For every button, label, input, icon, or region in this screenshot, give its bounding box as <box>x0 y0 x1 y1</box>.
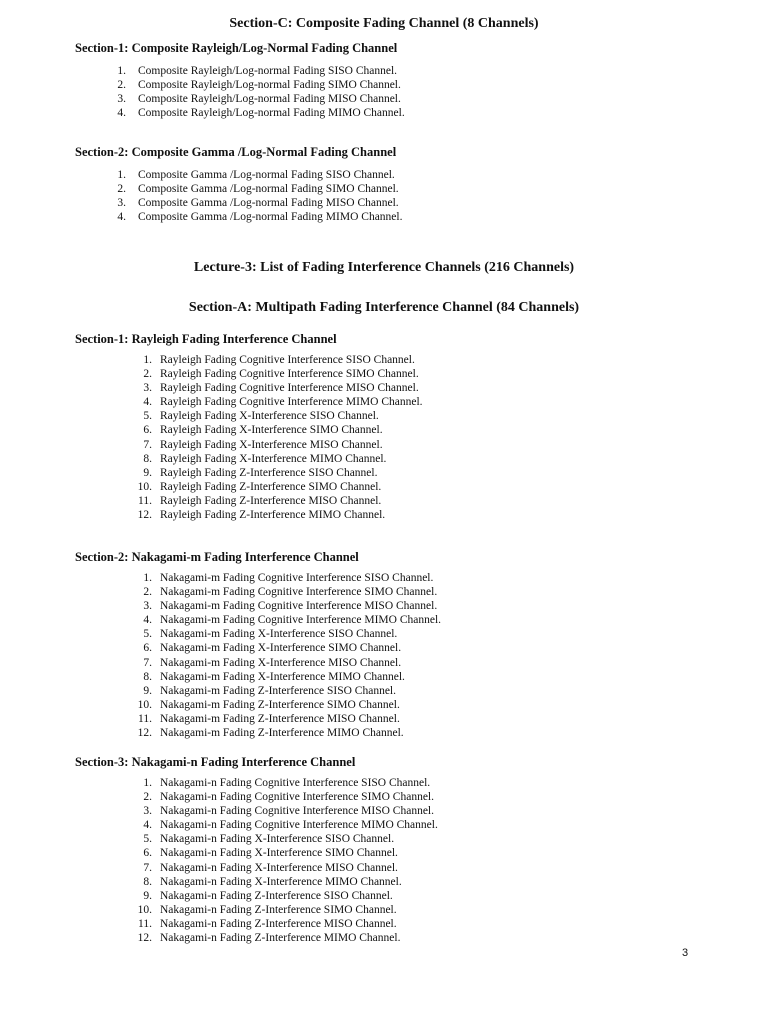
list-item-number: 11. <box>138 917 152 930</box>
section-heading: Section-2: Nakagami-m Fading Interference Channel <box>75 550 359 564</box>
list-item-text: Nakagami-m Fading Z-Interference SIMO Channel. <box>160 698 400 711</box>
list-item <box>143 670 441 684</box>
list-item-text: Nakagami-m Fading Z-Interference MIMO Channel. <box>160 727 404 740</box>
list-item-text: Nakagami-m Fading Cognitive Interference SISO Channel. <box>160 572 434 584</box>
list-item-number: 1. <box>143 354 152 366</box>
list-item-text: Nakagami-m Fading X-Interference MISO Channel. <box>160 656 402 669</box>
numbered-list <box>137 353 423 522</box>
list-item-text: Nakagami-n Fading Cognitive Interference SISO Channel. <box>160 777 431 789</box>
list-item <box>143 818 438 832</box>
list-item <box>137 480 423 494</box>
list-item-text: Rayleigh Fading X-Interference MIMO Channel. <box>160 452 387 465</box>
list-item-number: 10. <box>137 698 152 711</box>
list-item <box>137 508 423 522</box>
list-item-number: 10. <box>137 903 152 916</box>
list-item-text: Nakagami-n Fading Z-Interference MIMO Channel. <box>160 932 401 945</box>
list-item-text: Nakagami-n Fading Cognitive Interference MIMO Channel. <box>160 819 438 832</box>
list-item <box>143 804 438 818</box>
list-item-text: Nakagami-n Fading X-Interference SIMO Channel. <box>160 847 398 860</box>
list-item <box>137 698 441 712</box>
list-item-number: 2. <box>117 79 126 92</box>
list-item-number: 2. <box>117 183 126 196</box>
list-item-text: Nakagami-m Fading Z-Interference SISO Channel. <box>160 684 396 697</box>
numbered-list <box>117 64 405 120</box>
list-item <box>143 367 423 381</box>
list-item <box>143 409 423 423</box>
list-item-number: 11. <box>138 712 152 725</box>
list-item-text: Nakagami-n Fading Cognitive Interference SIMO Channel. <box>160 791 435 804</box>
list-item-number: 10. <box>137 480 152 493</box>
list-item-number: 8. <box>143 452 152 465</box>
section-heading: Section-1: Rayleigh Fading Interference Channel <box>75 332 337 346</box>
list-item-text: Rayleigh Fading X-Interference MISO Channel. <box>160 438 383 451</box>
list-item <box>143 599 441 613</box>
list-item <box>138 712 441 726</box>
list-item-number: 4. <box>143 396 152 409</box>
list-item-number: 2. <box>143 791 152 804</box>
list-item <box>143 832 438 846</box>
list-item <box>117 78 405 92</box>
list-item <box>143 889 438 903</box>
list-item-text: Rayleigh Fading Z-Interference SISO Channel. <box>160 466 378 479</box>
list-item-text: Nakagami-n Fading Z-Interference SIMO Channel. <box>160 903 397 916</box>
list-item-text: Rayleigh Fading X-Interference SISO Channel. <box>160 410 379 423</box>
list-item <box>143 627 441 641</box>
list-item-number: 6. <box>143 424 152 437</box>
list-item <box>143 438 423 452</box>
list-item-number: 9. <box>143 466 152 479</box>
list-item-text: Nakagami-n Fading Cognitive Interference MISO Channel. <box>160 805 435 818</box>
list-item-text: Composite Rayleigh/Log-normal Fading MISO Channel. <box>138 93 401 106</box>
list-item-number: 1. <box>117 169 126 181</box>
list-item <box>143 395 423 409</box>
list-item-number: 3. <box>143 382 152 395</box>
list-item-text: Nakagami-m Fading Z-Interference MISO Channel. <box>160 712 400 725</box>
numbered-list <box>137 571 442 740</box>
list-item-text: Nakagami-m Fading X-Interference SIMO Channel. <box>160 642 402 655</box>
main-heading: Section-C: Composite Fading Channel (8 Channels) <box>229 16 539 31</box>
list-item-text: Nakagami-m Fading X-Interference SISO Channel. <box>160 628 398 641</box>
section-heading: Section-1: Composite Rayleigh/Log-Normal Fading Channel <box>75 41 398 55</box>
list-item-text: Nakagami-n Fading Z-Interference SISO Channel. <box>160 889 393 902</box>
list-item <box>143 776 438 790</box>
list-item-text: Nakagami-m Fading Cognitive Interference SIMO Channel. <box>160 586 438 599</box>
list-item <box>117 182 402 196</box>
list-item-number: 7. <box>143 861 152 874</box>
list-item-number: 2. <box>143 368 152 381</box>
list-item <box>137 903 438 917</box>
list-item <box>143 875 438 889</box>
list-item-text: Composite Rayleigh/Log-normal Fading SISO Channel. <box>138 65 398 77</box>
list-item <box>143 452 423 466</box>
list-item <box>137 726 441 740</box>
list-item-number: 12. <box>137 727 152 740</box>
list-item-number: 5. <box>143 628 152 641</box>
list-item <box>143 684 441 698</box>
list-item-number: 4. <box>143 614 152 627</box>
list-item <box>117 196 402 210</box>
list-item <box>143 641 441 655</box>
list-item-number: 3. <box>117 197 126 210</box>
list-item-number: 3. <box>143 805 152 818</box>
list-item <box>143 656 441 670</box>
list-item-number: 1. <box>143 777 152 789</box>
list-item-text: Nakagami-n Fading X-Interference MISO Channel. <box>160 861 398 874</box>
list-item <box>143 353 423 367</box>
list-item-text: Composite Rayleigh/Log-normal Fading SIMO Channel. <box>138 79 401 92</box>
list-item <box>138 494 423 508</box>
list-item-text: Nakagami-n Fading X-Interference MIMO Channel. <box>160 875 402 888</box>
list-item <box>143 571 441 585</box>
list-item-text: Nakagami-m Fading X-Interference MIMO Channel. <box>160 670 405 683</box>
list-item-text: Rayleigh Fading Cognitive Interference MISO Channel. <box>160 382 419 395</box>
list-item-text: Nakagami-m Fading Cognitive Interference MIMO Channel. <box>160 614 442 627</box>
list-item-text: Rayleigh Fading Cognitive Interference MIMO Channel. <box>160 396 423 409</box>
list-item-text: Rayleigh Fading Cognitive Interference SIMO Channel. <box>160 368 419 381</box>
list-item <box>138 917 438 931</box>
list-item-number: 6. <box>143 847 152 860</box>
page-number: 3 <box>682 947 689 959</box>
main-heading: Section-A: Multipath Fading Interference Channel (84 Channels) <box>188 300 580 315</box>
list-item-number: 4. <box>117 211 126 224</box>
list-item <box>143 861 438 875</box>
list-item <box>143 585 441 599</box>
list-item-text: Rayleigh Fading X-Interference SIMO Channel. <box>160 424 383 437</box>
list-item-text: Nakagami-n Fading Z-Interference MISO Channel. <box>160 917 397 930</box>
list-item-text: Nakagami-m Fading Cognitive Interference MISO Channel. <box>160 600 438 613</box>
list-item-number: 11. <box>138 494 152 507</box>
list-item-text: Composite Gamma /Log-normal Fading SIMO Channel. <box>138 183 399 196</box>
list-item <box>117 106 405 120</box>
numbered-list <box>117 168 403 224</box>
list-item-text: Nakagami-n Fading X-Interference SISO Channel. <box>160 833 395 846</box>
list-item <box>117 64 405 78</box>
list-item-text: Composite Gamma /Log-normal Fading MIMO Channel. <box>138 211 403 224</box>
list-item-number: 12. <box>137 509 152 522</box>
list-item-number: 8. <box>143 875 152 888</box>
list-item-number: 12. <box>137 932 152 945</box>
list-item-number: 2. <box>143 586 152 599</box>
list-item <box>143 381 423 395</box>
list-item <box>143 466 423 480</box>
list-item-number: 9. <box>143 684 152 697</box>
list-item <box>143 613 442 627</box>
list-item-number: 4. <box>117 107 126 120</box>
list-item-number: 8. <box>143 670 152 683</box>
list-item <box>143 423 423 437</box>
list-item-number: 3. <box>117 93 126 106</box>
numbered-list <box>137 776 438 945</box>
section-heading: Section-3: Nakagami-n Fading Interference Channel <box>75 755 356 769</box>
list-item <box>117 92 405 106</box>
list-item-number: 4. <box>143 819 152 832</box>
list-item-text: Composite Gamma /Log-normal Fading MISO Channel. <box>138 197 399 210</box>
list-item-text: Rayleigh Fading Cognitive Interference SISO Channel. <box>160 354 415 366</box>
list-item-number: 3. <box>143 600 152 613</box>
list-item-number: 5. <box>143 410 152 423</box>
list-item <box>137 931 438 945</box>
list-item-number: 6. <box>143 642 152 655</box>
list-item-text: Composite Rayleigh/Log-normal Fading MIMO Channel. <box>138 107 405 120</box>
main-heading: Lecture-3: List of Fading Interference Channels (216 Channels) <box>193 260 575 275</box>
list-item-text: Rayleigh Fading Z-Interference MISO Channel. <box>160 494 382 507</box>
list-item-number: 7. <box>143 656 152 669</box>
list-item <box>117 168 402 182</box>
list-item-number: 1. <box>117 65 126 77</box>
list-item-text: Rayleigh Fading Z-Interference MIMO Channel. <box>160 509 386 522</box>
list-item-text: Composite Gamma /Log-normal Fading SISO Channel. <box>138 169 395 181</box>
list-item-number: 7. <box>143 438 152 451</box>
list-item-number: 5. <box>143 833 152 846</box>
list-item <box>143 846 438 860</box>
section-heading: Section-2: Composite Gamma /Log-Normal Fading Channel <box>75 145 397 159</box>
list-item-number: 1. <box>143 572 152 584</box>
list-item <box>117 210 403 224</box>
list-item-number: 9. <box>143 889 152 902</box>
list-item-text: Rayleigh Fading Z-Interference SIMO Channel. <box>160 480 382 493</box>
list-item <box>143 790 438 804</box>
